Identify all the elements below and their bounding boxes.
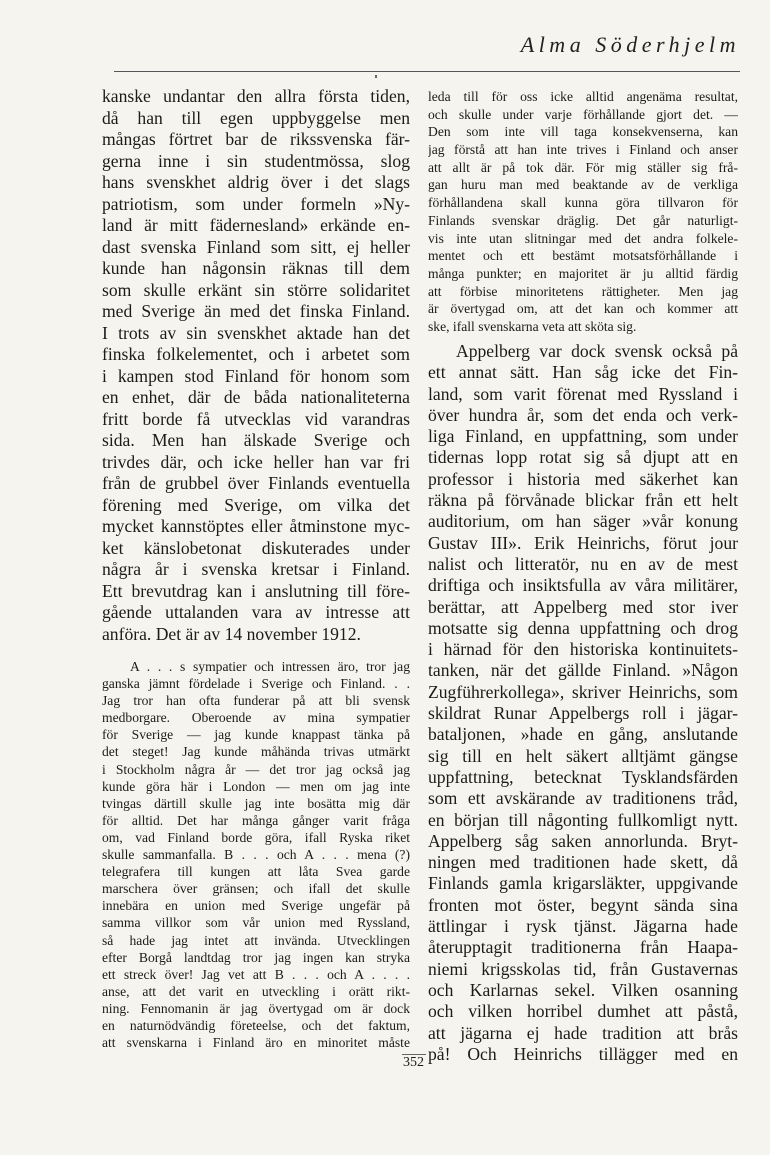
text-line: många punkter; en majoritet är ju alltid färdig xyxy=(428,265,738,281)
text-line: och skulle under varje förhållande gjort det. — xyxy=(428,106,738,122)
text-line: det steget! Jag kunde måhända trivas utmärkt xyxy=(102,744,410,760)
text-line: I trots av sin svenskhet aktade han det xyxy=(102,322,410,343)
text-line: trivdes där, och icke heller han var fri xyxy=(102,451,410,472)
text-line: land är mitt fädernesland» erkände en- xyxy=(102,215,410,235)
text-line: skulle sammanfalla. B . . . och A . . . mena (?) xyxy=(102,847,410,863)
text-line: ske, ifall svenskarna veta att sköta sig. xyxy=(428,318,637,334)
text-line: att svenskarna i Finland äro en minoritet måste xyxy=(102,1035,410,1051)
text-line: från de grubbel över Finlands eventuella xyxy=(102,473,410,493)
text-line: dast svenska Finland som sitt, ej heller xyxy=(102,236,410,257)
text-line: fronten mot öster, begynt sända sina xyxy=(428,894,738,915)
page-number: 352 xyxy=(403,1055,424,1070)
text-line: och vilken horribel dumhet att påstå, xyxy=(428,1001,738,1022)
text-line: Finlands svenskar dräglig. Det går naturligt- xyxy=(428,212,738,228)
right-column-quote xyxy=(428,88,738,336)
text-line: skildrat Runar Appelbergs roll i jägar- xyxy=(428,703,738,724)
text-line: telegrafera till kungen att låta Svea garde xyxy=(102,864,410,880)
text-line: innebära en union med Sverige ungefär på xyxy=(102,898,410,914)
text-line: driftiga och insiktsfulla av våra militärer, xyxy=(428,575,738,596)
text-line: Finlands gamla krigarsläkter, uppgivande xyxy=(428,873,738,894)
text-line: tanken, när det gällde Finland. »Någon xyxy=(428,660,738,681)
text-line: Zugführerkollega», skriver Heinrichs, som xyxy=(428,681,738,702)
text-line: Ett brevutdrag kan i anslutning till före- xyxy=(102,580,410,601)
left-column-quote xyxy=(102,658,410,1051)
header-rule xyxy=(114,71,740,72)
text-line: Den som inte vill taga konsekvenserna, kan xyxy=(428,124,738,140)
text-line: berättar, att Appelberg med stor iver xyxy=(428,596,738,617)
text-line: efter Borgå landtdag tror jag ingen kan stryka xyxy=(102,949,410,965)
text-line: för alltid. Det har många gånger varit fråga xyxy=(102,812,410,828)
text-line: professor i historia med säkerhet kan xyxy=(428,468,738,489)
text-line: gan huru man med beaktande av de verkliga xyxy=(428,177,738,193)
text-line: land, som varit förenat med Ryssland i xyxy=(428,383,738,404)
text-line: en början till någonting fullkomligt nytt. xyxy=(428,809,738,830)
text-line: mångas förtret bar de rikssvenska fär- xyxy=(102,129,410,149)
text-line: för Sverige — jag kunde knappast tänka på xyxy=(102,727,410,743)
text-line: Appelberg såg saken annorlunda. Bryt- xyxy=(428,830,738,851)
text-line: anföra. Det är av 14 november 1912. xyxy=(102,623,361,644)
text-line: att jägarna ej hade tradition att brås xyxy=(428,1022,738,1043)
text-line: ningen med traditionen hade skett, då xyxy=(428,852,738,873)
text-line: en enhet, där de båda nationaliteterna xyxy=(102,387,410,407)
text-line: gående uttalanden vara av intresse att xyxy=(102,602,410,622)
text-line: auditorium, om han säger »vår konung xyxy=(428,511,738,532)
text-line: om, vad Finland borde göra, ifall Ryska riket xyxy=(102,829,410,845)
text-line: fritt borde få utvecklas vid varandras xyxy=(102,408,410,429)
text-line: uppfattning, betecknat Tysklandsfärden xyxy=(428,766,738,787)
text-line: anse, att det varit en utveckling i orätt rikt- xyxy=(102,983,410,999)
text-line: leda till för oss icke alltid angenäma resultat, xyxy=(428,89,738,104)
text-line: vis inte utan slitningar med det andra folkele- xyxy=(428,230,738,246)
text-line: som skulle erkänt sin större solidaritet xyxy=(102,279,410,300)
text-line: att förbise minoritetens rättigheter. Men jag xyxy=(428,283,738,299)
text-line: tvingas därtill skulle jag inte bosätta mig där xyxy=(102,795,410,811)
text-line: att allt är på tok där. För mig ställer sig frå- xyxy=(428,159,738,175)
text-line: samma villkor som vår union med Ryssland, xyxy=(102,915,410,931)
text-line: över hundra år, som det enda och verk- xyxy=(428,404,738,425)
text-line: Jag tror han ofta funderar på att bli svensk xyxy=(102,693,410,709)
text-line: kunde han någonsin räknas till dem xyxy=(102,258,410,278)
text-line: niemi krigsskolas tid, från Gustavernas xyxy=(428,958,738,979)
right-column-main-text xyxy=(428,341,738,1065)
text-line: med Sverige än med det finska Finland. xyxy=(102,301,410,321)
text-line: i härnad för den historiska kontinuitets- xyxy=(428,639,738,660)
text-line: några år i svenska kretsar i Finland. xyxy=(102,559,410,579)
text-line: finska folkelementet, och i arbetet som xyxy=(102,344,410,364)
text-line: räkna på förvånade blickar från ett helt xyxy=(428,490,738,511)
text-line: hans svenskhet aldrig över i det slags xyxy=(102,172,410,192)
text-line: en naturnödvändig företeelse, och det faktum, xyxy=(102,1017,410,1033)
header-rule-mark xyxy=(375,75,377,78)
text-line: är övertygad om, att det kan och kommer att xyxy=(428,301,738,317)
text-line: då han till egen uppbyggelse men xyxy=(102,107,410,128)
text-line: mentet och ett bestämt motsatsförhållande i xyxy=(428,248,738,264)
text-line: i kampen stod Finland för honom som xyxy=(102,365,410,386)
text-line: som ett avskärande av traditionens tråd, xyxy=(428,788,738,809)
text-line: sig till en helt säkert alltjämt gängse xyxy=(428,745,738,766)
text-line: Appelberg var dock svensk också på xyxy=(456,341,738,361)
text-line: förhållandena skall kunna göra tillvaron för xyxy=(428,195,738,211)
text-line: motsatte sig denna uppfattning och drog xyxy=(428,617,738,638)
text-line: Gustav III». Erik Heinrichs, förut jour xyxy=(428,532,738,553)
text-line: återupptagit traditionerna från Haapa- xyxy=(428,937,738,958)
text-line: A . . . s sympatier och intressen äro, tror jag xyxy=(130,659,410,674)
text-line: tidernas lopp rotat sig så djupt att en xyxy=(428,447,738,468)
text-line: ket känslobetonat diskuterades under xyxy=(102,537,410,558)
text-line: kanske undantar den allra första tiden, xyxy=(102,86,410,106)
text-line: nalist och litteratör, nu en av de mest xyxy=(428,553,738,574)
text-line: förening med Sverige, om vilka det xyxy=(102,494,410,515)
text-line: sida. Men han älskade Sverige och xyxy=(102,430,410,450)
text-line: på! Och Heinrichs tillägger med en xyxy=(428,1043,738,1064)
text-line: ättlingar i rysk tjänst. Jägarna hade xyxy=(428,916,738,937)
text-line: och Karlarnas sekel. Vilken osanning xyxy=(428,979,738,1000)
text-line: i Stockholm några år — det tror jag också jag xyxy=(102,761,410,777)
text-line: ett streck över! Jag vet att B . . . och A . . . . xyxy=(102,966,410,982)
text-line: jag förstå att han inte trives i Finland och anser xyxy=(428,142,738,158)
text-line: ning. Fennomanin är jag övertygad om är dock xyxy=(102,1000,410,1016)
text-line: ganska jämnt fördelade i Sverige och Finland. . . xyxy=(102,676,410,692)
left-column-main-text xyxy=(102,86,410,645)
text-line: patriotism, som under formeln »Ny- xyxy=(102,193,410,214)
text-line: mycket kannstöptes eller åtminstone myc- xyxy=(102,516,410,536)
text-line: medborgare. Oberoende av mina sympatier xyxy=(102,710,410,726)
text-line: liga Finland, en uppfattning, som under xyxy=(428,426,738,447)
text-line: ett annat sätt. Han såg icke det Fin- xyxy=(428,362,738,383)
running-header: Alma Söderhjelm xyxy=(520,32,740,57)
text-line: så hade jag intet att invända. Utvecklingen xyxy=(102,932,410,948)
text-line: bataljonen, »hade en gång, anslutande xyxy=(428,724,738,745)
text-line: kunde göra här i London — men om jag inte xyxy=(102,778,410,794)
text-line: gerna inne i sin studentmössa, slog xyxy=(102,150,410,171)
text-line: marschera över gränsen; och ifall det skulle xyxy=(102,881,410,897)
